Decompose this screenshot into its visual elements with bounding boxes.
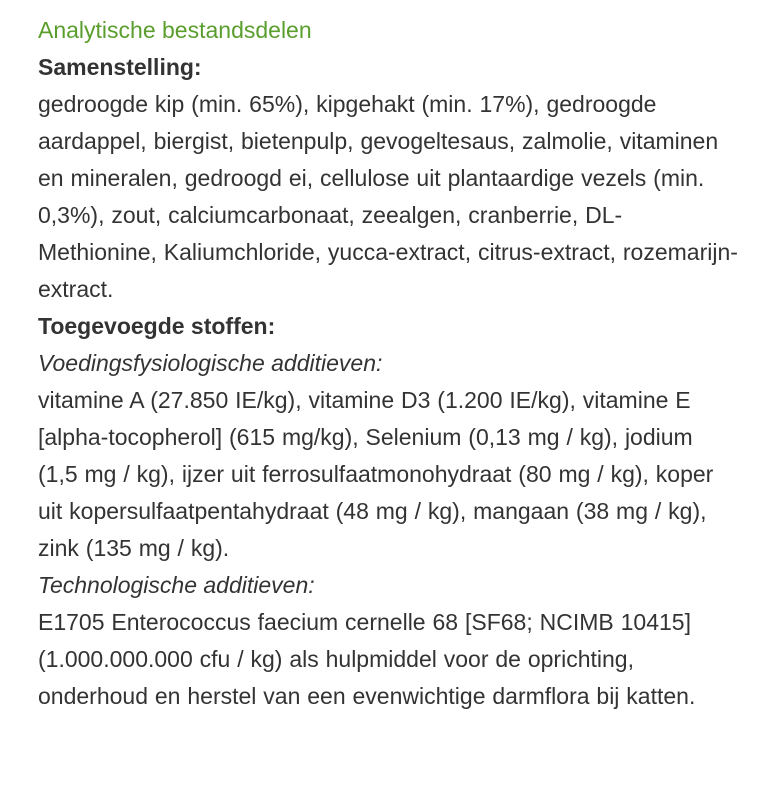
composition-label: Samenstelling: <box>38 54 202 80</box>
additives-label: Toegevoegde stoffen: <box>38 313 276 339</box>
technological-additives-label: Technologische additieven: <box>38 572 315 598</box>
nutritional-additives-text: vitamine A (27.850 IE/kg), vitamine D3 (1.200 IE/kg), vitamine E [alpha-tocopherol] (615 mg/kg), Selenium (0,13 mg / kg), jodium (1,5 mg / kg), ijzer uit ferrosulfaatmonohydraat (80 mg / kg), koper uit kopersulfaatpentahydraat (48 mg / kg), mangaan (38 mg / kg), zink (135 mg / kg). <box>38 387 714 561</box>
composition-text: gedroogde kip (min. 65%), kipgehakt (min. 17%), gedroogde aardappel, biergist, bietenpulp, gevogeltesaus, zalmolie, vitaminen en mineralen, gedroogd ei, cellulose uit plantaardige vezels (min. 0,3%), zout, calciumcarbonaat, zeealgen, cranberrie, DL-Methionine, Kaliumchloride, yucca-extract, citrus-extract, rozemarijn-extract. <box>38 91 738 302</box>
nutritional-additives-label: Voedingsfysiologische additieven: <box>38 350 383 376</box>
section-title: Analytische bestandsdelen <box>38 17 312 43</box>
technological-additives-text: E1705 Enterococcus faecium cernelle 68 [SF68; NCIMB 10415] (1.000.000.000 cfu / kg) als hulpmiddel voor de oprichting, onderhoud en herstel van een evenwichtige darmflora bij katten. <box>38 609 696 709</box>
